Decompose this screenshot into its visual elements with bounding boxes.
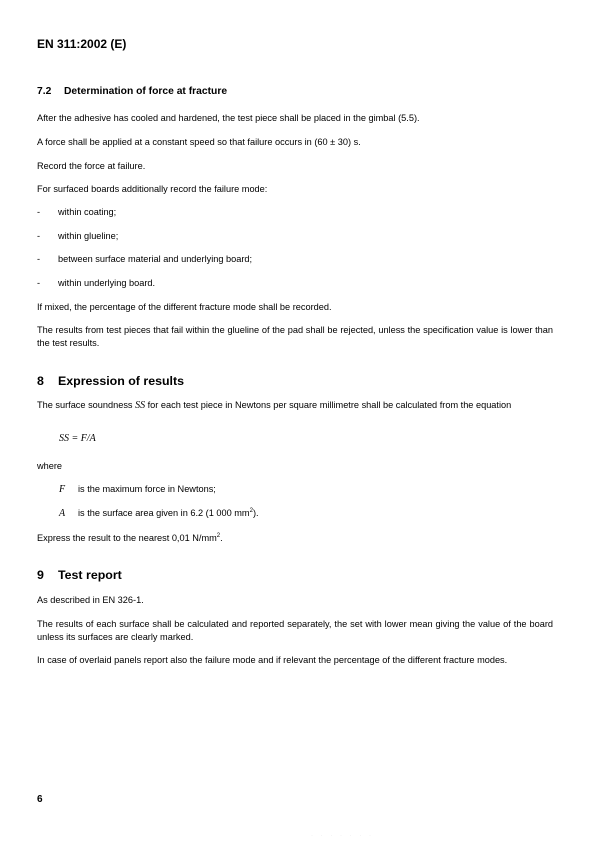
list-bullet: - [37,207,41,217]
list-bullet: - [37,254,41,264]
variable-definition [59,484,216,495]
paragraph: A force shall be applied at a constant speed so that failure occurs in (60 ± 30) s. [37,137,361,147]
paragraph: The results from test pieces that fail within the glueline of the pad shall be rejected, unless the specification value is lower than the test results. [37,325,553,348]
equation: SS = F/A [59,433,96,444]
paragraph: Record the force at failure. [37,161,146,171]
document-id: EN 311:2002 (E) [37,37,127,51]
paragraph [37,399,553,413]
section-title: Expression of results [58,374,185,388]
variable-description: is the surface area given in 6.2 (1 000 mm [78,508,250,518]
text-run: The surface soundness [37,400,136,410]
list-bullet: - [37,278,41,288]
paragraph: After the adhesive has cooled and hardened, the test piece shall be placed in the gimbal (5.5). [37,113,420,123]
section-heading-9 [37,568,122,582]
section-number: 8 [37,374,44,388]
variable-definition [59,508,259,519]
paragraph: where [37,461,63,471]
variable-symbol: A [59,508,66,519]
variable-description: is the maximum force in Newtons; [78,484,216,494]
section-title: Determination of force at fracture [64,86,228,97]
text-run: . [220,533,223,543]
list-item-text: between surface material and underlying board; [58,254,253,264]
list-bullet: - [37,231,41,241]
symbol: SS [135,400,146,411]
paragraph: In case of overlaid panels report also the failure mode and if relevant the percentage of the different fracture modes. [37,655,508,665]
text-run: Express the result to the nearest 0,01 N/mm [37,533,217,543]
paragraph: The results of each surface shall be calculated and reported separately, the set with lower mean giving the value of the board unless its surfaces are clearly marked. [37,619,553,642]
paragraph [37,532,553,545]
text-run: ). [252,508,259,518]
superscript: 2 [249,508,253,514]
superscript: 2 [216,533,221,539]
watermark: · · · · · · · [311,833,374,839]
list-item-text: within coating; [58,207,117,217]
paragraph: As described in EN 326-1. [37,595,144,605]
section-title: Test report [58,568,122,582]
variable-symbol: F [59,484,66,495]
paragraph: For surfaced boards additionally record the failure mode: [37,184,268,194]
section-number: 7.2 [37,86,52,97]
section-number: 9 [37,568,44,582]
text-run: for each test piece in Newtons per square millimetre shall be calculated from the equation [145,400,512,410]
list-item-text: within underlying board. [58,278,156,288]
section-heading-7-2 [37,86,227,97]
page-number: 6 [37,794,43,805]
paragraph: If mixed, the percentage of the different fracture mode shall be recorded. [37,302,332,312]
list-item-text: within glueline; [58,231,119,241]
section-heading-8 [37,374,184,388]
